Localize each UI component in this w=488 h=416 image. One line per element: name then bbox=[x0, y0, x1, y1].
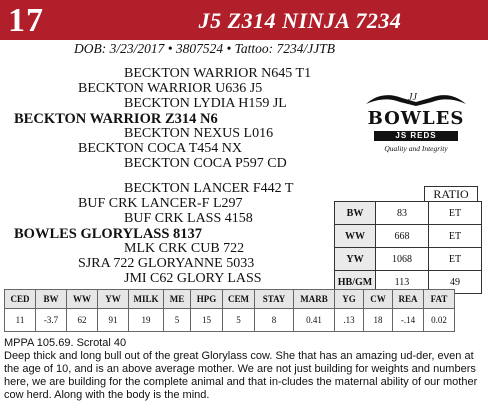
epd-value: 15 bbox=[191, 309, 223, 332]
ratio-row bbox=[335, 202, 482, 225]
epd-header: CEM bbox=[223, 290, 255, 309]
pedigree-dam-dam: SJRA 722 GLORYANNE 5033 bbox=[78, 256, 255, 271]
bull-name: J5 Z314 NINJA 7234 bbox=[198, 8, 402, 33]
pedigree-dam-dam-dam: JMI C62 GLORY LASS bbox=[124, 271, 262, 286]
epd-header-row bbox=[5, 290, 455, 309]
epd-value: 5 bbox=[164, 309, 191, 332]
lot-header-bar bbox=[0, 0, 488, 40]
ratio-label: BW bbox=[335, 202, 376, 225]
pedigree-sire-sire: BECKTON WARRIOR U636 J5 bbox=[78, 81, 263, 96]
ratio-table bbox=[334, 201, 482, 294]
epd-header: YW bbox=[98, 290, 129, 309]
ratio-value: 1068 bbox=[376, 248, 429, 271]
epd-value-row bbox=[5, 309, 455, 332]
ratio-value: 83 bbox=[376, 202, 429, 225]
pedigree-sire: BECKTON WARRIOR Z314 N6 bbox=[14, 111, 218, 127]
tattoo: Tattoo: 7234/JJTB bbox=[234, 41, 335, 56]
epd-value: 91 bbox=[98, 309, 129, 332]
epd-header: HPG bbox=[191, 290, 223, 309]
epd-value: 5 bbox=[223, 309, 255, 332]
epd-header: CW bbox=[364, 290, 393, 309]
registration-number: 3807524 bbox=[175, 41, 224, 56]
epd-table bbox=[4, 289, 455, 332]
separator: • bbox=[226, 41, 232, 56]
dob: DOB: 3/23/2017 bbox=[74, 41, 165, 56]
epd-header: REA bbox=[393, 290, 424, 309]
pedigree-dam-sire: BUF CRK LANCER-F L297 bbox=[78, 196, 243, 211]
logo-brand: BOWLES bbox=[367, 108, 465, 129]
epd-header: BW bbox=[36, 290, 67, 309]
epd-value: 8 bbox=[255, 309, 294, 332]
epd-value: 19 bbox=[129, 309, 164, 332]
separator: • bbox=[167, 41, 173, 56]
pedigree-sire-dam: BECKTON COCA T454 NX bbox=[78, 141, 243, 156]
epd-header: YG bbox=[335, 290, 364, 309]
registration-line bbox=[74, 41, 474, 57]
epd-value: -3.7 bbox=[36, 309, 67, 332]
epd-header: MILK bbox=[129, 290, 164, 309]
epd-value: 62 bbox=[67, 309, 98, 332]
epd-header: CED bbox=[5, 290, 36, 309]
pedigree-dam: BOWLES GLORYLASS 8137 bbox=[14, 226, 203, 242]
epd-header: MARB bbox=[294, 290, 335, 309]
ratio-ratio: ET bbox=[429, 225, 482, 248]
ratio-label: YW bbox=[335, 248, 376, 271]
epd-header: STAY bbox=[255, 290, 294, 309]
ratio-value: 113 bbox=[376, 271, 429, 294]
pedigree-sire-dam-sire: BECKTON NEXUS L016 bbox=[124, 126, 274, 141]
pedigree-dam-dam-sire: MLK CRK CUB 722 bbox=[124, 241, 245, 256]
sale-notes bbox=[4, 337, 484, 402]
pedigree-sire-dam-dam: BECKTON COCA P597 CD bbox=[124, 156, 287, 171]
ratio-ratio: ET bbox=[429, 202, 482, 225]
epd-value: 0.41 bbox=[294, 309, 335, 332]
ratio-label: WW bbox=[335, 225, 376, 248]
epd-header: FAT bbox=[424, 290, 455, 309]
ratio-ratio: 49 bbox=[429, 271, 482, 294]
epd-header: ME bbox=[164, 290, 191, 309]
pedigree-dam-sire-dam: BUF CRK LASS 4158 bbox=[124, 211, 253, 226]
epd-header: WW bbox=[67, 290, 98, 309]
pedigree-dam-sire-sire: BECKTON LANCER F442 T bbox=[124, 181, 294, 196]
logo-initials: JJ bbox=[408, 92, 417, 103]
ratio-header: RATIO bbox=[424, 186, 478, 201]
bowles-logo bbox=[362, 88, 470, 158]
epd-value: 0.02 bbox=[424, 309, 455, 332]
ratio-row bbox=[335, 225, 482, 248]
logo-tagline: Quality and Integrity bbox=[384, 144, 448, 153]
notes-stats: MPPA 105.69. Scrotal 40 bbox=[4, 337, 127, 349]
pedigree-sire-sire-sire: BECKTON WARRIOR N645 T1 bbox=[124, 66, 312, 81]
epd-value: -.14 bbox=[393, 309, 424, 332]
ratio-row bbox=[335, 248, 482, 271]
ratio-ratio: ET bbox=[429, 248, 482, 271]
epd-value: 11 bbox=[5, 309, 36, 332]
lot-number: 17 bbox=[8, 2, 44, 39]
ratio-label: HB/GM bbox=[335, 271, 376, 294]
ratio-value: 668 bbox=[376, 225, 429, 248]
epd-value: 18 bbox=[364, 309, 393, 332]
logo-sub: JS REDS bbox=[374, 131, 458, 141]
epd-value: .13 bbox=[335, 309, 364, 332]
pedigree-sire-sire-dam: BECKTON LYDIA H159 JL bbox=[124, 96, 287, 111]
notes-body: Deep thick and long bull out of the great Glorylass cow. She that has an amazing ud-der, even at the age of 10, and is an above average mother. We are not just building for weights and numbers here, we are building for the complete animal and that in-cludes the maternal ability of our mother cow herd. Along with the body is the mind. bbox=[4, 350, 478, 401]
